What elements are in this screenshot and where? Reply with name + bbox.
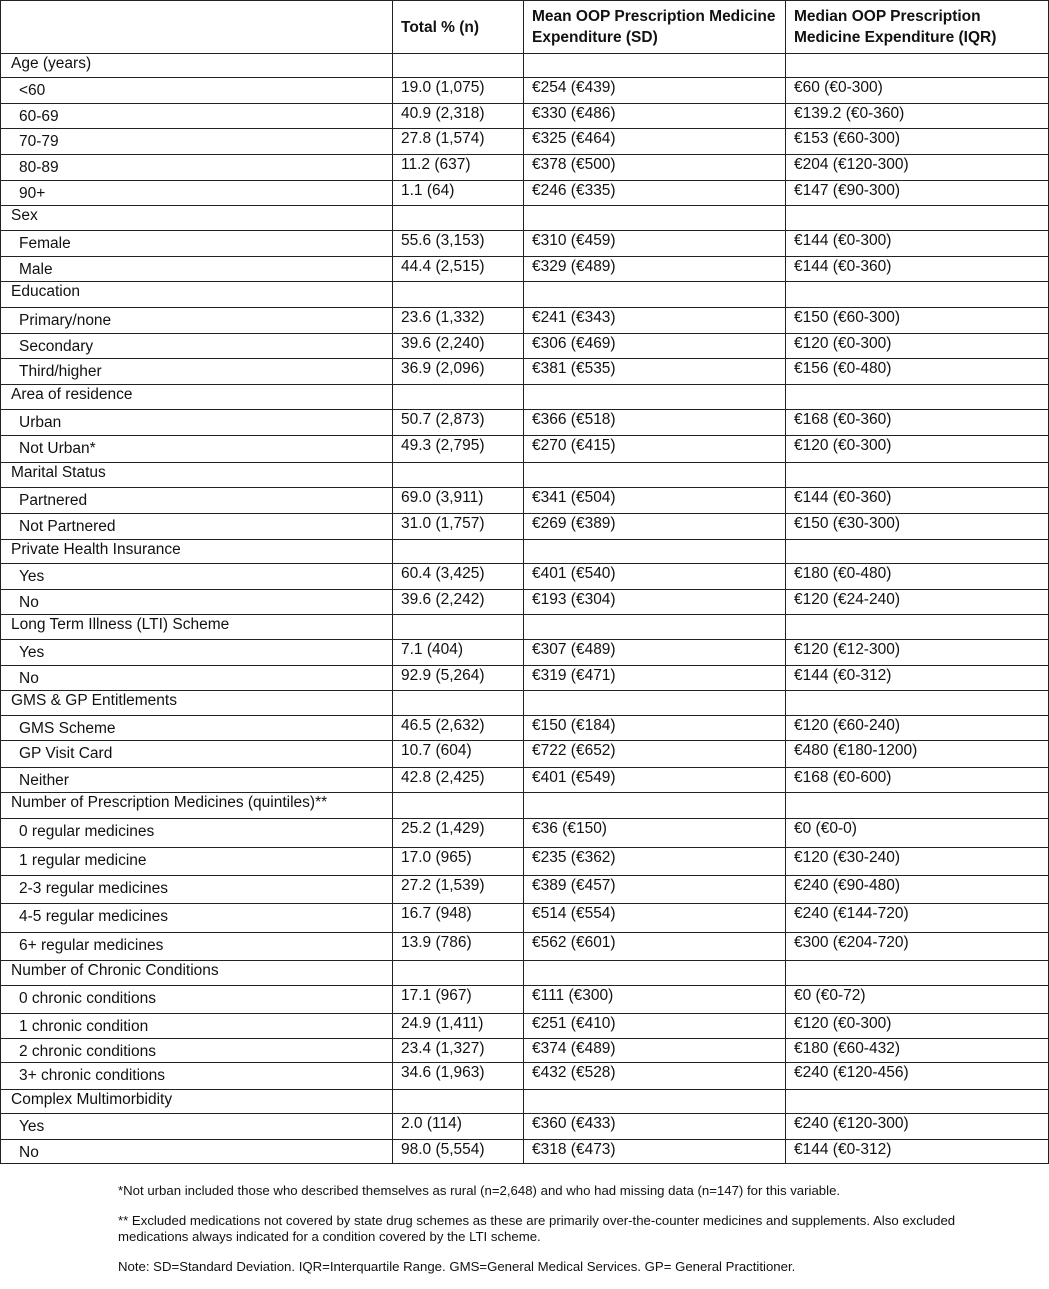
cell-total: 11.2 (637)	[393, 155, 524, 181]
table-row	[1, 155, 1049, 181]
cell-total: 46.5 (2,632)	[393, 716, 524, 741]
table-row	[1, 1114, 1049, 1140]
table-row	[1, 334, 1049, 359]
cell-total: 23.4 (1,327)	[393, 1039, 524, 1063]
row-label-text: No	[19, 1144, 39, 1161]
empty-cell	[524, 282, 786, 308]
table-row	[1, 590, 1049, 615]
row-label	[1, 666, 393, 691]
empty-cell	[786, 206, 1049, 231]
cell-mean: €251 (€410)	[524, 1014, 786, 1039]
table-row	[1, 308, 1049, 334]
cell-median: €147 (€90-300)	[786, 181, 1049, 206]
cell-total: 55.6 (3,153)	[393, 231, 524, 257]
row-label-text: 70-79	[19, 133, 59, 150]
row-label-text: Not Urban*	[19, 440, 96, 457]
cell-total: 69.0 (3,911)	[393, 488, 524, 514]
group-label: GMS & GP Entitlements	[1, 691, 393, 716]
cell-mean: €341 (€504)	[524, 488, 786, 514]
row-label-text: GP Visit Card	[19, 745, 113, 762]
table-row	[1, 104, 1049, 129]
empty-cell	[786, 463, 1049, 488]
cell-mean: €36 (€150)	[524, 819, 786, 848]
row-label-text: 60-69	[19, 108, 59, 125]
cell-total: 92.9 (5,264)	[393, 666, 524, 691]
row-label	[1, 716, 393, 741]
row-label-text: Urban	[19, 414, 62, 431]
cell-total: 98.0 (5,554)	[393, 1140, 524, 1164]
row-label	[1, 986, 393, 1014]
cell-mean: €378 (€500)	[524, 155, 786, 181]
empty-cell	[786, 691, 1049, 716]
cell-mean: €401 (€540)	[524, 564, 786, 590]
empty-cell	[786, 385, 1049, 410]
cell-median: €60 (€0-300)	[786, 78, 1049, 104]
empty-cell	[786, 1090, 1049, 1114]
row-label	[1, 590, 393, 615]
table-body	[1, 54, 1049, 1164]
cell-total: 17.1 (967)	[393, 986, 524, 1014]
cell-median: €150 (€30-300)	[786, 514, 1049, 540]
empty-cell	[524, 691, 786, 716]
empty-cell	[393, 615, 524, 640]
cell-mean: €366 (€518)	[524, 410, 786, 436]
row-label-text: 2-3 regular medicines	[19, 880, 169, 897]
cell-mean: €254 (€439)	[524, 78, 786, 104]
cell-mean: €389 (€457)	[524, 876, 786, 904]
table-row	[1, 436, 1049, 463]
cell-mean: €381 (€535)	[524, 359, 786, 385]
row-label-text: Yes	[19, 644, 45, 661]
empty-cell	[786, 540, 1049, 564]
row-label	[1, 564, 393, 590]
cell-median: €240 (€120-300)	[786, 1114, 1049, 1140]
cell-median: €156 (€0-480)	[786, 359, 1049, 385]
cell-total: 40.9 (2,318)	[393, 104, 524, 129]
group-row	[1, 54, 1049, 78]
empty-cell	[524, 615, 786, 640]
cell-median: €168 (€0-360)	[786, 410, 1049, 436]
row-label	[1, 181, 393, 206]
cell-mean: €306 (€469)	[524, 334, 786, 359]
cell-median: €120 (€12-300)	[786, 640, 1049, 666]
group-row	[1, 463, 1049, 488]
cell-mean: €246 (€335)	[524, 181, 786, 206]
row-label-text: 6+ regular medicines	[19, 937, 164, 954]
cell-mean: €374 (€489)	[524, 1039, 786, 1063]
cell-median: €120 (€0-300)	[786, 1014, 1049, 1039]
cell-median: €480 (€180-1200)	[786, 741, 1049, 768]
row-label-text: <60	[19, 82, 46, 99]
cell-mean: €329 (€489)	[524, 257, 786, 282]
cell-median: €144 (€0-312)	[786, 666, 1049, 691]
table-row	[1, 876, 1049, 904]
empty-cell	[524, 206, 786, 231]
note-abbreviations: Note: SD=Standard Deviation. IQR=Interquartile Range. GMS=General Medical Services. GP= General Practitioner.	[118, 1259, 796, 1274]
row-label-text: 90+	[19, 185, 46, 202]
table-row	[1, 231, 1049, 257]
table-row	[1, 78, 1049, 104]
cell-median: €153 (€60-300)	[786, 129, 1049, 155]
group-label: Sex	[1, 206, 393, 231]
row-label	[1, 1114, 393, 1140]
cell-total: 36.9 (2,096)	[393, 359, 524, 385]
cell-total: 60.4 (3,425)	[393, 564, 524, 590]
group-label: Marital Status	[1, 463, 393, 488]
row-label	[1, 359, 393, 385]
cell-total: 23.6 (1,332)	[393, 308, 524, 334]
group-row	[1, 691, 1049, 716]
table-row	[1, 1063, 1049, 1090]
group-row	[1, 385, 1049, 410]
row-label-text: GMS Scheme	[19, 720, 116, 737]
table-row	[1, 257, 1049, 282]
empty-cell	[524, 54, 786, 78]
row-label	[1, 308, 393, 334]
cell-mean: €269 (€389)	[524, 514, 786, 540]
cell-total: 27.8 (1,574)	[393, 129, 524, 155]
empty-cell	[393, 540, 524, 564]
cell-mean: €401 (€549)	[524, 768, 786, 793]
row-label-text: 1 regular medicine	[19, 852, 147, 869]
note-medications: ** Excluded medications not covered by state drug schemes as these are primarily over-the-counter medicines and supplements. Also excluded medications always indicated for a condition covered by the LTI scheme.	[118, 1213, 956, 1244]
cell-median: €120 (€0-300)	[786, 334, 1049, 359]
group-label: Complex Multimorbidity	[1, 1090, 393, 1114]
empty-cell	[524, 961, 786, 986]
cell-total: 1.1 (64)	[393, 181, 524, 206]
cell-mean: €235 (€362)	[524, 848, 786, 876]
row-label-text: 1 chronic condition	[19, 1018, 149, 1035]
cell-total: 42.8 (2,425)	[393, 768, 524, 793]
cell-median: €120 (€30-240)	[786, 848, 1049, 876]
row-label	[1, 1014, 393, 1039]
table-row	[1, 1140, 1049, 1164]
empty-cell	[786, 54, 1049, 78]
table-notes	[118, 1183, 978, 1289]
group-row	[1, 1090, 1049, 1114]
cell-median: €240 (€144-720)	[786, 904, 1049, 933]
group-label: Number of Prescription Medicines (quintiles)**	[1, 793, 393, 819]
table-row	[1, 359, 1049, 385]
cell-median: €120 (€60-240)	[786, 716, 1049, 741]
cell-median: €144 (€0-360)	[786, 488, 1049, 514]
cell-mean: €307 (€489)	[524, 640, 786, 666]
empty-cell	[393, 463, 524, 488]
table-row	[1, 640, 1049, 666]
table-row	[1, 819, 1049, 848]
empty-cell	[393, 793, 524, 819]
empty-cell	[786, 793, 1049, 819]
row-label	[1, 104, 393, 129]
table-row	[1, 986, 1049, 1014]
table-row	[1, 768, 1049, 793]
row-label-text: Partnered	[19, 492, 88, 509]
cell-median: €0 (€0-72)	[786, 986, 1049, 1014]
header-cell-mean: Mean OOP Prescription Medicine Expenditure (SD)	[524, 1, 786, 54]
empty-cell	[786, 615, 1049, 640]
empty-cell	[393, 54, 524, 78]
table-row	[1, 904, 1049, 933]
cell-total: 49.3 (2,795)	[393, 436, 524, 463]
row-label-text: 2 chronic conditions	[19, 1043, 156, 1060]
cell-total: 31.0 (1,757)	[393, 514, 524, 540]
cell-median: €180 (€60-432)	[786, 1039, 1049, 1063]
row-label	[1, 640, 393, 666]
cell-total: 16.7 (948)	[393, 904, 524, 933]
cell-median: €120 (€0-300)	[786, 436, 1049, 463]
cell-median: €144 (€0-300)	[786, 231, 1049, 257]
row-label-text: 4-5 regular medicines	[19, 908, 169, 925]
empty-cell	[393, 961, 524, 986]
cell-median: €0 (€0-0)	[786, 819, 1049, 848]
cell-mean: €514 (€554)	[524, 904, 786, 933]
header-row	[1, 1, 1049, 54]
table-row	[1, 564, 1049, 590]
row-label	[1, 155, 393, 181]
cell-total: 44.4 (2,515)	[393, 257, 524, 282]
cell-median: €300 (€204-720)	[786, 933, 1049, 961]
group-label: Age (years)	[1, 54, 393, 78]
cell-median: €139.2 (€0-360)	[786, 104, 1049, 129]
group-label: Number of Chronic Conditions	[1, 961, 393, 986]
row-label	[1, 1140, 393, 1164]
table-row	[1, 716, 1049, 741]
empty-cell	[393, 282, 524, 308]
row-label	[1, 410, 393, 436]
row-label-text: Male	[19, 261, 53, 278]
cell-total: 24.9 (1,411)	[393, 1014, 524, 1039]
cell-total: 39.6 (2,240)	[393, 334, 524, 359]
empty-cell	[524, 540, 786, 564]
row-label-text: No	[19, 594, 39, 611]
note-urban: *Not urban included those who described themselves as rural (n=2,648) and who had missing data (n=147) for this variable.	[118, 1183, 841, 1198]
table-row	[1, 1014, 1049, 1039]
row-label-text: 0 regular medicines	[19, 823, 155, 840]
cell-total: 13.9 (786)	[393, 933, 524, 961]
row-label-text: 0 chronic conditions	[19, 990, 156, 1007]
row-label	[1, 741, 393, 768]
cell-mean: €325 (€464)	[524, 129, 786, 155]
row-label	[1, 876, 393, 904]
cell-total: 50.7 (2,873)	[393, 410, 524, 436]
row-label	[1, 488, 393, 514]
cell-total: 34.6 (1,963)	[393, 1063, 524, 1090]
cell-median: €240 (€120-456)	[786, 1063, 1049, 1090]
row-label-text: Third/higher	[19, 363, 102, 380]
group-row	[1, 961, 1049, 986]
row-label	[1, 514, 393, 540]
empty-cell	[524, 463, 786, 488]
cell-mean: €360 (€433)	[524, 1114, 786, 1140]
group-row	[1, 282, 1049, 308]
cell-mean: €562 (€601)	[524, 933, 786, 961]
row-label	[1, 819, 393, 848]
cell-total: 39.6 (2,242)	[393, 590, 524, 615]
cell-median: €204 (€120-300)	[786, 155, 1049, 181]
cell-mean: €241 (€343)	[524, 308, 786, 334]
group-row	[1, 540, 1049, 564]
cell-median: €144 (€0-312)	[786, 1140, 1049, 1164]
row-label	[1, 334, 393, 359]
row-label-text: 80-89	[19, 159, 59, 176]
table-row	[1, 1039, 1049, 1063]
row-label-text: Yes	[19, 568, 45, 585]
cell-mean: €270 (€415)	[524, 436, 786, 463]
cell-mean: €150 (€184)	[524, 716, 786, 741]
cell-mean: €319 (€471)	[524, 666, 786, 691]
empty-cell	[524, 1090, 786, 1114]
header-cell-label	[1, 1, 393, 54]
cell-median: €144 (€0-360)	[786, 257, 1049, 282]
empty-cell	[393, 691, 524, 716]
table-row	[1, 181, 1049, 206]
cell-median: €120 (€24-240)	[786, 590, 1049, 615]
group-row	[1, 206, 1049, 231]
table-row	[1, 514, 1049, 540]
empty-cell	[393, 206, 524, 231]
cell-mean: €722 (€652)	[524, 741, 786, 768]
row-label-text: Primary/none	[19, 312, 112, 329]
row-label	[1, 904, 393, 933]
group-label: Area of residence	[1, 385, 393, 410]
row-label	[1, 1039, 393, 1063]
cell-mean: €310 (€459)	[524, 231, 786, 257]
header-cell-median: Median OOP Prescription Medicine Expenditure (IQR)	[786, 1, 1049, 54]
empty-cell	[524, 385, 786, 410]
cell-mean: €111 (€300)	[524, 986, 786, 1014]
cell-mean: €193 (€304)	[524, 590, 786, 615]
row-label-text: Secondary	[19, 338, 94, 355]
cell-median: €168 (€0-600)	[786, 768, 1049, 793]
cell-mean: €318 (€473)	[524, 1140, 786, 1164]
row-label	[1, 129, 393, 155]
table-row	[1, 488, 1049, 514]
row-label	[1, 768, 393, 793]
empty-cell	[524, 793, 786, 819]
cell-mean: €330 (€486)	[524, 104, 786, 129]
empty-cell	[786, 961, 1049, 986]
row-label	[1, 257, 393, 282]
header-cell-total: Total % (n)	[393, 1, 524, 54]
row-label-text: Female	[19, 235, 71, 252]
cell-median: €240 (€90-480)	[786, 876, 1049, 904]
row-label	[1, 848, 393, 876]
table-row	[1, 129, 1049, 155]
row-label-text: 3+ chronic conditions	[19, 1067, 166, 1084]
row-label-text: Neither	[19, 772, 69, 789]
cell-total: 7.1 (404)	[393, 640, 524, 666]
table-row	[1, 848, 1049, 876]
cell-total: 27.2 (1,539)	[393, 876, 524, 904]
empty-cell	[393, 385, 524, 410]
group-row	[1, 793, 1049, 819]
group-label: Education	[1, 282, 393, 308]
empty-cell	[393, 1090, 524, 1114]
cell-total: 10.7 (604)	[393, 741, 524, 768]
cell-median: €150 (€60-300)	[786, 308, 1049, 334]
cell-total: 17.0 (965)	[393, 848, 524, 876]
row-label-text: No	[19, 670, 39, 687]
group-row	[1, 615, 1049, 640]
table-row	[1, 933, 1049, 961]
row-label-text: Yes	[19, 1118, 45, 1135]
row-label	[1, 436, 393, 463]
cell-mean: €432 (€528)	[524, 1063, 786, 1090]
cell-median: €180 (€0-480)	[786, 564, 1049, 590]
row-label	[1, 78, 393, 104]
row-label	[1, 231, 393, 257]
group-label: Private Health Insurance	[1, 540, 393, 564]
cell-total: 19.0 (1,075)	[393, 78, 524, 104]
table-row	[1, 410, 1049, 436]
empty-cell	[786, 282, 1049, 308]
table-row	[1, 666, 1049, 691]
cell-total: 2.0 (114)	[393, 1114, 524, 1140]
row-label-text: Not Partnered	[19, 518, 116, 535]
group-label: Long Term Illness (LTI) Scheme	[1, 615, 393, 640]
table-row	[1, 741, 1049, 768]
row-label	[1, 1063, 393, 1090]
row-label	[1, 933, 393, 961]
cell-total: 25.2 (1,429)	[393, 819, 524, 848]
